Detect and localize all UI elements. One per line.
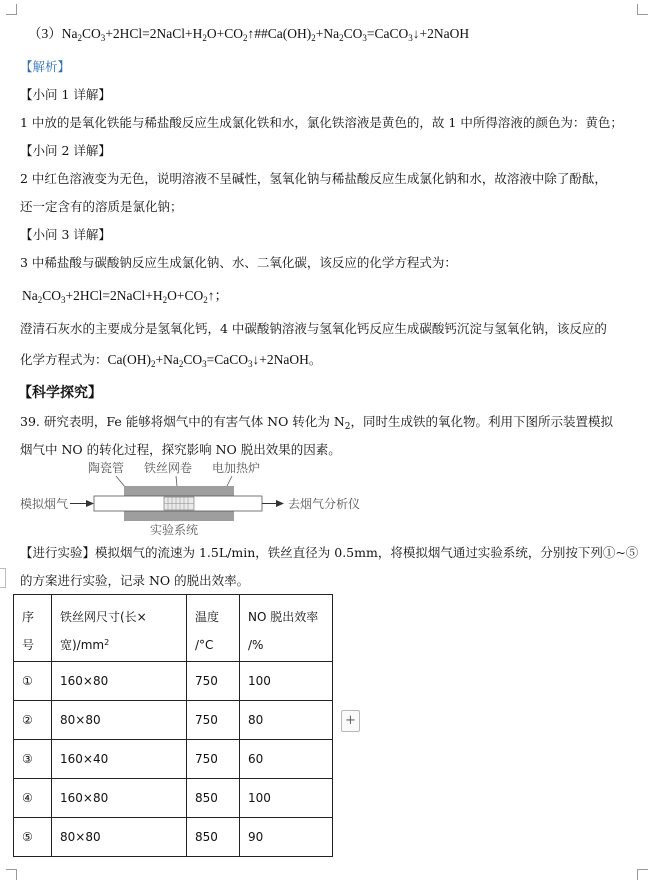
header-efficiency: NO 脱出效率 /% (240, 595, 333, 662)
cell-no: ⑤ (14, 818, 52, 857)
margin-marker (0, 568, 6, 588)
header-mesh-size: 铁丝网尺寸(长× 宽)$/mm^2$ (52, 595, 187, 662)
cell-eff: 90 (240, 818, 333, 857)
page-corner-mark (6, 4, 17, 15)
inlet-arrowhead (86, 500, 94, 507)
cell-eff: 100 (240, 662, 333, 701)
cell-size: 80×80 (52, 818, 187, 857)
cell-size: 160×40 (52, 740, 187, 779)
q39-text: 烟气中 NO 的转化过程，探究影响 NO 脱出效果的因素。 (20, 442, 341, 457)
page-corner-mark (637, 4, 648, 15)
add-row-button[interactable]: + (341, 710, 360, 732)
cell-size: 160×80 (52, 662, 187, 701)
q3-equation-line: 化学方程式为：$Ca(OH)_2+Na_2CO_3=CaCO_3↓+2NaOH$。 (20, 352, 322, 369)
analysis-label: 【解析】 (20, 59, 71, 74)
section-title: 【科学探究】 (18, 385, 102, 401)
q1-text: 1 中放的是氧化铁能与稀盐酸反应生成氯化铁和水，氯化铁溶液是黄色的，故 1 中所得溶液的颜色为：黄色； (20, 115, 623, 130)
table-row (14, 662, 333, 701)
label-ceramic-tube: 陶瓷管 (88, 461, 125, 475)
cell-no: ② (14, 701, 52, 740)
q1-label: 【小问 1 详解】 (20, 87, 111, 102)
q2-text: 2 中红色溶液变为无色，说明溶液不呈碱性，氢氧化钠与稀盐酸反应生成氯化钠和水，故溶液中除了酚酞， (20, 171, 607, 186)
q39-text: 39. 研究表明，Fe 能够将烟气中的有害气体 NO 转化为 $N_2$，同时生成铁的氧化物。利用下图所示装置模拟 (20, 414, 614, 432)
cell-temp: 750 (187, 662, 240, 701)
cell-temp: 750 (187, 701, 240, 740)
q2-label: 【小问 2 详解】 (20, 143, 111, 158)
cell-size: 80×80 (52, 701, 187, 740)
q3-text: 3 中稀盐酸与碳酸钠反应生成氯化钠、水、二氧化碳，该反应的化学方程式为： (20, 255, 457, 270)
table-row (14, 818, 333, 857)
cell-no: ① (14, 662, 52, 701)
part3-answer: $(3)Na_2CO_3+2HCl=2NaCl+H_2O+CO_2↑\#\#Ca(OH)_2+Na_2CO_3=CaCO_3↓+2NaOH$ (28, 26, 470, 43)
outlet-arrowhead (276, 500, 284, 507)
table-row (14, 701, 333, 740)
cell-no: ③ (14, 740, 52, 779)
part-number: （3） (28, 26, 62, 41)
cell-temp: 850 (187, 779, 240, 818)
label-iron-mesh: 铁丝网卷 (144, 461, 193, 475)
header-temperature: 温度 /°C (187, 595, 240, 662)
cell-eff: 60 (240, 740, 333, 779)
page-corner-mark (6, 869, 17, 880)
q2-text: 还一定含有的溶质是氯化钠； (20, 199, 183, 214)
cell-eff: 100 (240, 779, 333, 818)
cell-size: 160×80 (52, 779, 187, 818)
experiment-text: 的方案进行实验，记录 NO 的脱出效率。 (20, 573, 250, 588)
table-header-row (14, 595, 333, 662)
label-outlet: 去烟气分析仪 (288, 497, 361, 511)
apparatus-diagram (16, 458, 376, 538)
experiment-text: 【进行实验】模拟烟气的流速为 1.5L/min，铁丝直径为 0.5mm，将模拟烟气通过实验系统，分别按下列①~⑤ (20, 545, 639, 560)
table-row (14, 740, 333, 779)
cell-temp: 850 (187, 818, 240, 857)
label-system: 实验系统 (150, 523, 199, 537)
cell-no: ④ (14, 779, 52, 818)
q3-label: 【小问 3 详解】 (20, 227, 111, 242)
header-no: 序 号 (14, 595, 52, 662)
q3-equation: $Na_2CO_3+2HCl=2NaCl+H_2O+CO_2↑$； (22, 288, 228, 305)
label-furnace: 电加热炉 (212, 461, 261, 475)
results-table (13, 594, 333, 857)
cell-eff: 80 (240, 701, 333, 740)
table-row (14, 779, 333, 818)
page-corner-mark (637, 869, 648, 880)
label-inlet: 模拟烟气 (20, 497, 69, 511)
q3-text: 澄清石灰水的主要成分是氢氧化钙，4 中碳酸钠溶液与氢氧化钙反应生成碳酸钙沉淀与氢氧化钠，该反应的 (20, 321, 607, 336)
cell-temp: 750 (187, 740, 240, 779)
